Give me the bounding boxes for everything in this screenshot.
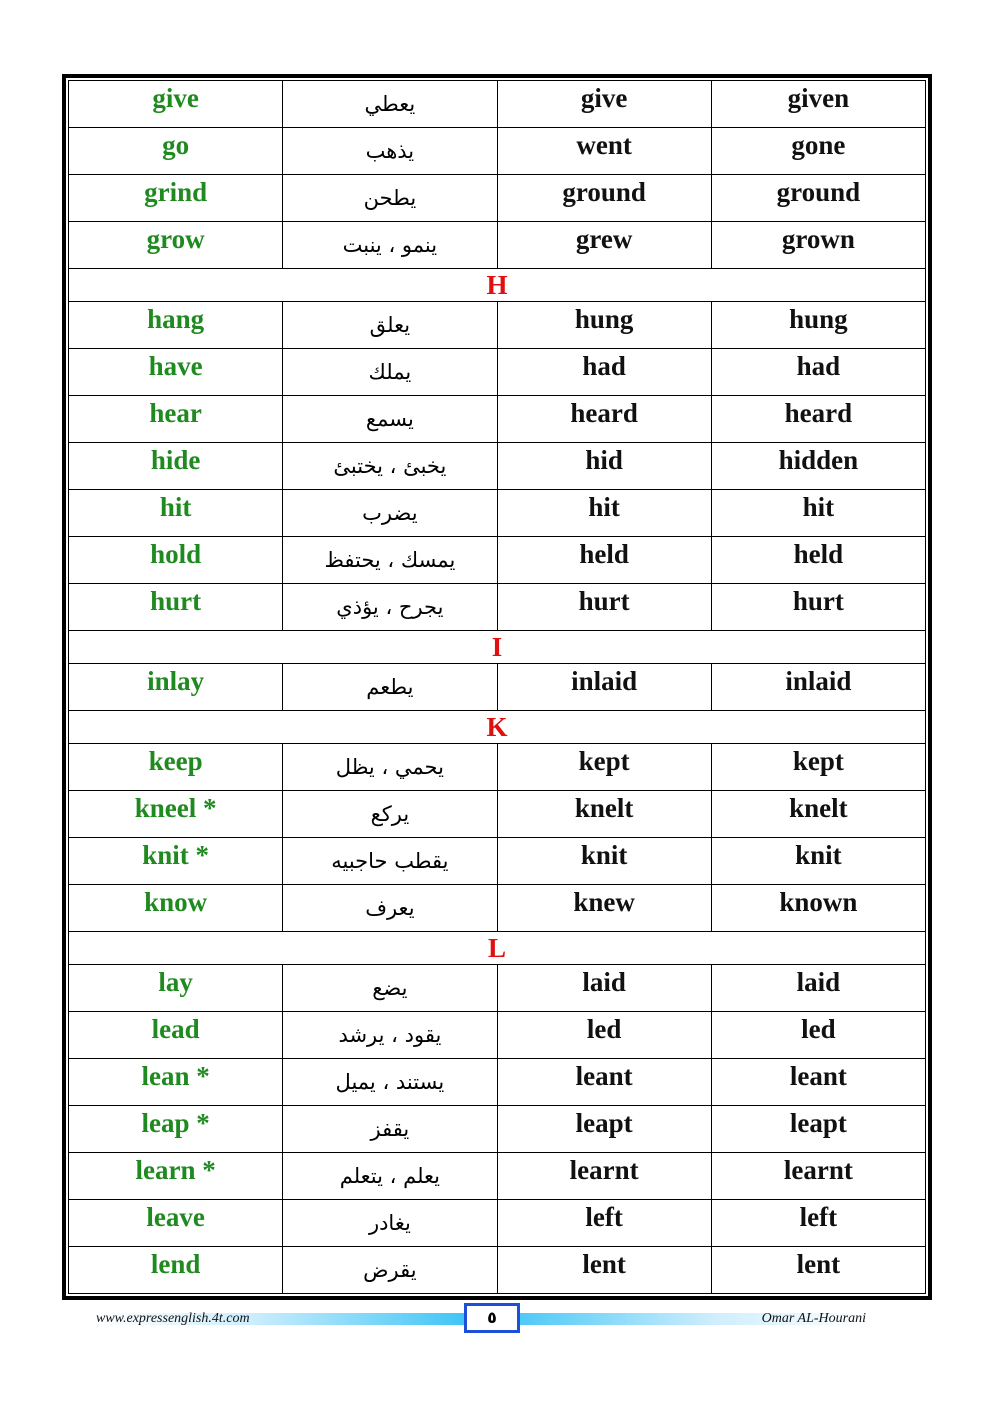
- arabic-meaning-cell: يقود ، يرشد: [283, 1012, 497, 1059]
- verb-row: [69, 838, 926, 885]
- past-tense-cell: heard: [497, 396, 711, 443]
- arabic-meaning-cell: يطعم: [283, 664, 497, 711]
- arabic-meaning-cell: يغادر: [283, 1200, 497, 1247]
- infinitive-cell: hurt: [69, 584, 283, 631]
- past-tense-cell: kept: [497, 744, 711, 791]
- verb-row: [69, 664, 926, 711]
- arabic-meaning-cell: يعلم ، يتعلم: [283, 1153, 497, 1200]
- arabic-meaning-cell: يستند ، يميل: [283, 1059, 497, 1106]
- verb-row: [69, 1247, 926, 1294]
- past-participle-cell: knelt: [711, 791, 925, 838]
- verb-row: [69, 584, 926, 631]
- arabic-meaning-cell: يجرح ، يؤذي: [283, 584, 497, 631]
- infinitive-cell: hang: [69, 302, 283, 349]
- past-participle-cell: hit: [711, 490, 925, 537]
- past-tense-cell: knew: [497, 885, 711, 932]
- arabic-meaning-cell: يعطي: [283, 81, 497, 128]
- arabic-meaning-cell: يضع: [283, 965, 497, 1012]
- letter-heading: K: [69, 711, 926, 744]
- infinitive-cell: lay: [69, 965, 283, 1012]
- past-participle-cell: heard: [711, 396, 925, 443]
- past-participle-cell: had: [711, 349, 925, 396]
- verb-row: [69, 1106, 926, 1153]
- infinitive-cell: hide: [69, 443, 283, 490]
- past-participle-cell: knit: [711, 838, 925, 885]
- verb-row: [69, 175, 926, 222]
- arabic-meaning-cell: يسمع: [283, 396, 497, 443]
- arabic-meaning-cell: يعلق: [283, 302, 497, 349]
- arabic-meaning-cell: يعرف: [283, 885, 497, 932]
- infinitive-cell: go: [69, 128, 283, 175]
- past-tense-cell: hurt: [497, 584, 711, 631]
- footer-author: Omar AL-Hourani: [761, 1311, 866, 1326]
- verb-row: [69, 302, 926, 349]
- letter-heading: I: [69, 631, 926, 664]
- past-tense-cell: went: [497, 128, 711, 175]
- verb-row: [69, 537, 926, 584]
- past-tense-cell: leant: [497, 1059, 711, 1106]
- past-tense-cell: inlaid: [497, 664, 711, 711]
- past-tense-cell: laid: [497, 965, 711, 1012]
- verb-table-body: [69, 81, 926, 1294]
- infinitive-cell: lend: [69, 1247, 283, 1294]
- infinitive-cell: keep: [69, 744, 283, 791]
- arabic-meaning-cell: يحمي ، يظل: [283, 744, 497, 791]
- infinitive-cell: grind: [69, 175, 283, 222]
- verb-row: [69, 885, 926, 932]
- past-tense-cell: hid: [497, 443, 711, 490]
- past-participle-cell: led: [711, 1012, 925, 1059]
- letter-header-row: [69, 711, 926, 744]
- letter-heading: H: [69, 269, 926, 302]
- arabic-meaning-cell: يقرض: [283, 1247, 497, 1294]
- footer-url: www.expressenglish.4t.com: [96, 1311, 250, 1326]
- letter-header-row: [69, 932, 926, 965]
- past-tense-cell: led: [497, 1012, 711, 1059]
- infinitive-cell: hit: [69, 490, 283, 537]
- infinitive-cell: have: [69, 349, 283, 396]
- verb-row: [69, 965, 926, 1012]
- past-tense-cell: grew: [497, 222, 711, 269]
- past-participle-cell: lent: [711, 1247, 925, 1294]
- verb-row: [69, 490, 926, 537]
- arabic-meaning-cell: ينمو ، ينبت: [283, 222, 497, 269]
- past-participle-cell: hurt: [711, 584, 925, 631]
- verb-row: [69, 396, 926, 443]
- arabic-meaning-cell: يملك: [283, 349, 497, 396]
- verb-row: [69, 744, 926, 791]
- infinitive-cell: learn *: [69, 1153, 283, 1200]
- arabic-meaning-cell: يركع: [283, 791, 497, 838]
- verb-row: [69, 1012, 926, 1059]
- past-tense-cell: had: [497, 349, 711, 396]
- arabic-meaning-cell: يقفز: [283, 1106, 497, 1153]
- past-tense-cell: give: [497, 81, 711, 128]
- arabic-meaning-cell: يخبئ ، يختبئ: [283, 443, 497, 490]
- past-tense-cell: knit: [497, 838, 711, 885]
- past-participle-cell: leapt: [711, 1106, 925, 1153]
- page-footer: [92, 1303, 870, 1337]
- arabic-meaning-cell: يطحن: [283, 175, 497, 222]
- past-participle-cell: hidden: [711, 443, 925, 490]
- past-participle-cell: given: [711, 81, 925, 128]
- verb-row: [69, 443, 926, 490]
- past-participle-cell: inlaid: [711, 664, 925, 711]
- verb-table-frame: [62, 74, 932, 1300]
- infinitive-cell: leap *: [69, 1106, 283, 1153]
- infinitive-cell: leave: [69, 1200, 283, 1247]
- verb-row: [69, 81, 926, 128]
- letter-header-row: [69, 269, 926, 302]
- past-participle-cell: ground: [711, 175, 925, 222]
- past-participle-cell: held: [711, 537, 925, 584]
- arabic-meaning-cell: يقطب حاجبيه: [283, 838, 497, 885]
- verb-row: [69, 349, 926, 396]
- verb-row: [69, 1059, 926, 1106]
- past-tense-cell: ground: [497, 175, 711, 222]
- irregular-verbs-table: [68, 80, 926, 1294]
- past-tense-cell: leapt: [497, 1106, 711, 1153]
- infinitive-cell: hold: [69, 537, 283, 584]
- infinitive-cell: lead: [69, 1012, 283, 1059]
- past-tense-cell: lent: [497, 1247, 711, 1294]
- past-participle-cell: laid: [711, 965, 925, 1012]
- past-participle-cell: left: [711, 1200, 925, 1247]
- past-tense-cell: hung: [497, 302, 711, 349]
- page-number: ٥: [464, 1303, 520, 1333]
- past-participle-cell: gone: [711, 128, 925, 175]
- infinitive-cell: knit *: [69, 838, 283, 885]
- past-participle-cell: kept: [711, 744, 925, 791]
- past-tense-cell: left: [497, 1200, 711, 1247]
- past-participle-cell: leant: [711, 1059, 925, 1106]
- verb-row: [69, 1200, 926, 1247]
- arabic-meaning-cell: يضرب: [283, 490, 497, 537]
- past-tense-cell: hit: [497, 490, 711, 537]
- letter-header-row: [69, 631, 926, 664]
- arabic-meaning-cell: يذهب: [283, 128, 497, 175]
- past-participle-cell: known: [711, 885, 925, 932]
- infinitive-cell: grow: [69, 222, 283, 269]
- infinitive-cell: know: [69, 885, 283, 932]
- verb-row: [69, 222, 926, 269]
- infinitive-cell: hear: [69, 396, 283, 443]
- verb-row: [69, 128, 926, 175]
- past-tense-cell: held: [497, 537, 711, 584]
- infinitive-cell: give: [69, 81, 283, 128]
- verb-row: [69, 1153, 926, 1200]
- infinitive-cell: lean *: [69, 1059, 283, 1106]
- past-tense-cell: knelt: [497, 791, 711, 838]
- verb-row: [69, 791, 926, 838]
- past-participle-cell: hung: [711, 302, 925, 349]
- past-tense-cell: learnt: [497, 1153, 711, 1200]
- past-participle-cell: learnt: [711, 1153, 925, 1200]
- infinitive-cell: inlay: [69, 664, 283, 711]
- infinitive-cell: kneel *: [69, 791, 283, 838]
- arabic-meaning-cell: يمسك ، يحتفظ: [283, 537, 497, 584]
- past-participle-cell: grown: [711, 222, 925, 269]
- letter-heading: L: [69, 932, 926, 965]
